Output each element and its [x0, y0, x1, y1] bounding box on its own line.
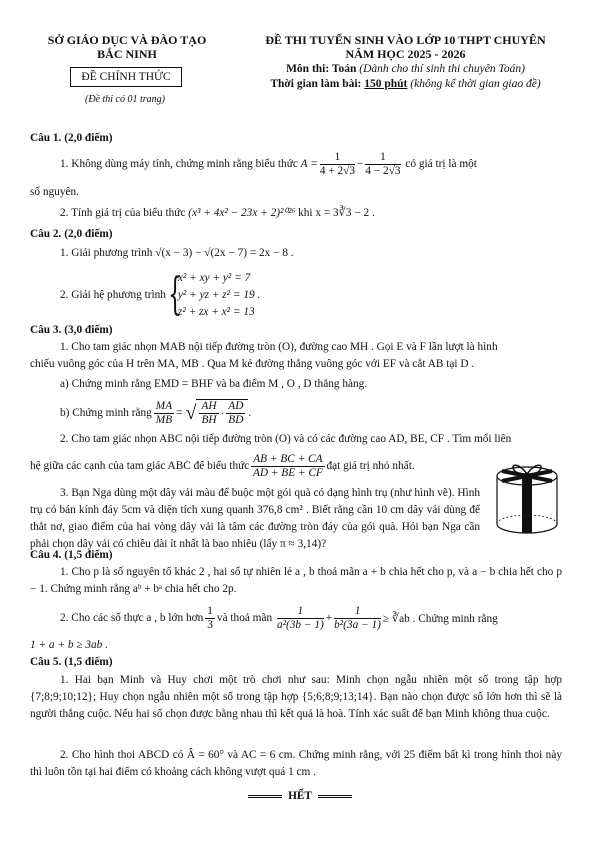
subject-line [238, 63, 573, 75]
q4-title: Câu 4. (1,5 điểm) [30, 549, 113, 561]
q5-title: Câu 5. (1,5 điểm) [30, 656, 113, 668]
time-label: Thời gian làm bài: [270, 78, 362, 90]
q5-part2: 2. Cho hình thoi ABCD có Â = 60° và AC = 6 cm. Chứng minh rằng, với 25 điểm bất kì trong hình thoi này thì luôn tồn tại hai điểm có khoảng cách không vượt quá 1 cm . [30, 749, 562, 778]
q2-eq1: x² + xy + y² = 7 [177, 271, 251, 284]
q4-p2-cont: 1 + a + b ≥ 3ab . [30, 639, 108, 651]
q3-radicand: $\frac{AH}{BH}$ · $\frac{AD}{BD}$ [196, 399, 248, 427]
time-note: (không kể thời gian giao đề) [410, 78, 541, 90]
q2-system [178, 270, 260, 321]
q2-part2: 2. Giải hệ phương trình { x² + xy + y² = 7 y² + yz + z² = 19 . z² + zx + x² = 13 [60, 269, 261, 320]
q2-title: Câu 2. (2,0 điểm) [30, 228, 113, 240]
end-marker [220, 790, 380, 802]
q2-eq2: y² + yz + z² = 19 . [177, 288, 261, 301]
q5-part1: 1. Hai bạn Minh và Huy chơi một trò chơi như sau: Minh chọn ngẫu nhiên một số trong tập hợp {7;8;9;10;12}; Huy chọn ngẫu nhiên một số trong tập hợp {5;6;8;9;13;14}. Bạn nào chọn được số lớn hơn thì sẽ là người thắng cuộc. Nếu hai số chọn được bằng nhau thì kết quả là hoà. Tính xác suất để bạn Minh không thua cuộc. [30, 674, 562, 720]
q3-p1-line2: chiếu vuông góc của H trên MA, MB . Qua M kẻ đường thẳng vuông góc với EF và cắt AB tại D . [30, 358, 475, 370]
official-box: ĐỀ CHÍNH THỨC [70, 67, 182, 87]
q4-fraction-2: $\frac{1}{\text{b²(3a − 1)}}$ [334, 604, 381, 631]
pages-note: (Đề thi có 01 trang) [85, 94, 165, 105]
q1-part1: 1. Không dùng máy tính, chứng minh rằng biểu thức A = $\frac{1}{4 + 2√3}$ − $\frac{1}{4 - 2√3}$ có giá trị là một [60, 150, 477, 177]
q3-p2-line2: hệ giữa các cạnh của tam giác ABC để biểu thức $\frac{AB + BC + CA}{AD + BE + CF}$ đạt giá trị nhỏ nhất. [30, 452, 415, 479]
q1-expr-left: A = [300, 158, 318, 170]
q4-fraction-1: $\frac{1}{\text{a²(3b − 1)}}$ [276, 604, 324, 631]
subject-label: Môn thi: Toán [286, 63, 357, 75]
q3-p2-line1: 2. Cho tam giác nhọn ABC nội tiếp đường tròn (O) và có các đường cao AD, BE, CF . Tìm mối liên [60, 433, 512, 445]
exam-title: ĐỀ THI TUYỂN SINH VÀO LỚP 10 THPT CHUYÊN [265, 33, 546, 47]
q3-title: Câu 3. (3,0 điểm) [30, 324, 113, 336]
q1-p2-expr: (x³ + 4x² − 23x + 2)²⁰²⁶ [188, 207, 296, 219]
school-year: NĂM HỌC 2025 - 2026 [345, 47, 466, 61]
department-line1: SỞ GIÁO DỤC VÀ ĐÀO TẠO [47, 33, 207, 47]
q4-part1: 1. Cho p là số nguyên tố khác 2 , hai số tự nhiên lẻ a , b thoả mãn a + b chia hết cho p, và a − b chia hết cho p − 1. Chứng minh rằng aᵇ + bᵃ chia hết cho 2p. [30, 566, 562, 595]
department-line2: BẮC NINH [97, 47, 157, 61]
q3-p1b: b) Chứng minh rằng $\frac{MA}{MB}$ = √ $\frac{AH}{BH}$ · $\frac{AD}{BD}$ . [60, 399, 252, 426]
q1-fraction-2: $\frac{1}{4 - 2√3}$ [365, 150, 401, 177]
q2-eq3: z² + zx + x² = 13 [177, 305, 255, 318]
q4-third-fraction: $\frac{1}{3}$ [207, 604, 213, 631]
time-line [238, 78, 573, 90]
gift-cylinder-figure [488, 460, 566, 540]
q2-part1: 1. Giải phương trình √(x − 3) − √(2x − 7) = 2x − 8 . [60, 247, 294, 259]
q3-p1a: a) Chứng minh rằng EMD = BHF và ba điểm M , O , D thẳng hàng. [60, 378, 368, 390]
q3-p1-line1: 1. Cho tam giác nhọn MAB nội tiếp đường tròn (O), đường cao MH . Gọi E và F lần lượt là hình [60, 341, 498, 353]
time-value: 150 phút [364, 78, 408, 90]
q1-title: Câu 1. (2,0 điểm) [30, 132, 113, 144]
q3-lhs-fraction: $\frac{MA}{MB}$ [155, 399, 173, 426]
q1-p1-tail: có giá trị là một [405, 158, 477, 170]
q4-part2: 2. Cho các số thực a , b lớn hơn $\frac{1}{3}$ và thoả mãn $\frac{1}{\text{a²(3b − 1)}}$ + $\frac{1}{\text{b²(3a − 1)}}$ ≥ ∛ab . Chứng minh rằng [60, 604, 498, 631]
q3-part3: 3. Bạn Nga dùng một dây vải màu để buộc một gói quà có dạng hình trụ (như hình vẽ). Hình trụ có bán kính đáy 5cm và diện tích xung quanh 376,8 cm² . Biết rằng cần 10 cm dây vải dùng để thắt nơ, giao điểm của hai vòng dây vải là tâm các đường tròn đáy của gói quà. Hỏi bạn Nga cần phải chọn dây vải có chiều dài ít nhất là bao nhiêu (lấy π ≈ 3,14)? [30, 487, 480, 550]
end-text: HẾT [288, 790, 312, 802]
q1-p1-cont: số nguyên. [30, 186, 79, 198]
subject-note: (Dành cho thí sinh thi chuyên Toán) [359, 63, 525, 75]
q3-p2-fraction: $\frac{AB + BC + CA}{AD + BE + CF}$ [252, 452, 323, 479]
q1-p1-text: 1. Không dùng máy tính, chứng minh rằng biểu thức [60, 158, 298, 170]
q1-fraction-1: $\frac{1}{4 + 2√3}$ [319, 150, 355, 177]
q1-part2: 2. Tính giá trị của biểu thức (x³ + 4x² − 23x + 2)²⁰²⁶ khi x = 3∛3 − 2 . [60, 207, 375, 219]
